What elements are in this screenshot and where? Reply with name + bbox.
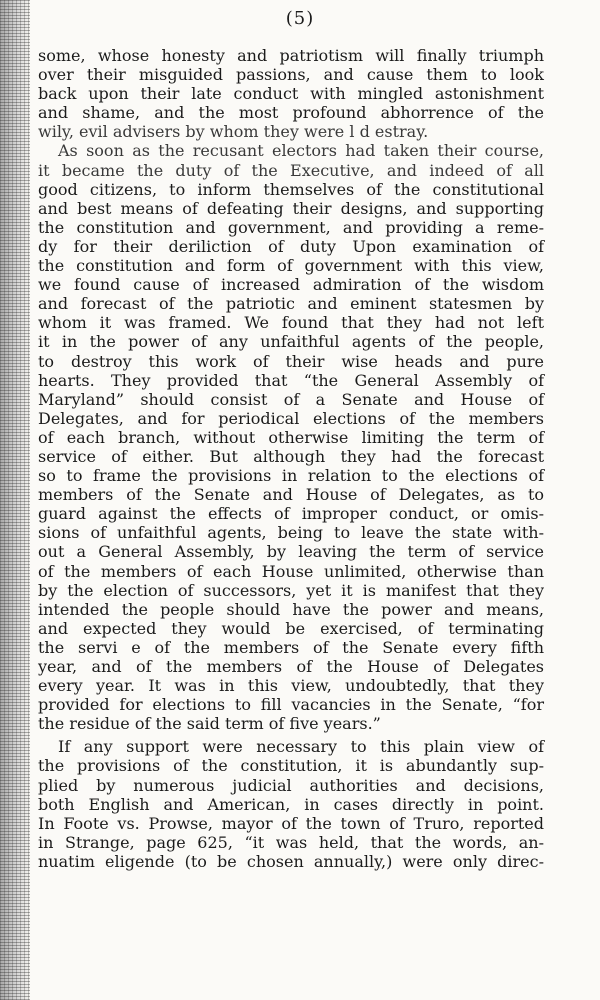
text-line: back upon their late conduct with mingled astonishment (38, 84, 544, 104)
text-line: in Strange, page 625, “it was held, that the words, an- (38, 832, 544, 852)
text-line: of each branch, without otherwise limiting the term of (38, 427, 544, 447)
text-line: so to frame the provisions in relation to the elections of (38, 466, 544, 486)
text-line: and expected they would be exercised, of terminating (38, 618, 544, 638)
page-body-text (38, 46, 544, 871)
text-line: we found cause of increased admiration of the wisdom (38, 275, 544, 295)
text-line: In Foote vs. Prowse, mayor of the town of Truro, reported (38, 813, 544, 833)
text-line: to destroy this work of their wise heads and pure (38, 351, 544, 371)
text-line: intended the people should have the power and means, (38, 599, 544, 619)
text-line: As soon as the recusant electors had taken their course, (58, 141, 544, 161)
text-line: good citizens, to inform themselves of the constitutional (38, 179, 544, 199)
text-line: both English and American, in cases directly in point. (38, 794, 544, 814)
text-line: it in the power of any unfaithful agents of the people, (38, 332, 544, 352)
page-number: (5) (285, 8, 315, 29)
text-line: the constitution and government, and providing a reme- (38, 217, 544, 237)
text-line: and forecast of the patriotic and eminent statesmen by (38, 294, 544, 314)
text-line: the provisions of the constitution, it is abundantly sup- (38, 756, 544, 776)
text-line: nuatim eligende (to be chosen annually,) were only direc- (38, 851, 544, 871)
text-line: the residue of the said term of five years.” (38, 714, 381, 734)
text-line: guard against the effects of improper conduct, or omis- (38, 504, 544, 524)
text-line: whom it was framed. We found that they had not left (38, 313, 544, 333)
text-line: the servi e of the members of the Senate every fifth (38, 637, 544, 657)
text-line: provided for elections to fill vacancies in the Senate, “for (38, 695, 544, 715)
page-binding-edge (0, 0, 30, 1000)
text-line: over their misguided passions, and cause them to look (38, 65, 544, 85)
text-line: of the members of each House unlimited, otherwise than (38, 561, 544, 581)
text-line: the constitution and form of government with this view, (38, 256, 544, 276)
text-line: If any support were necessary to this plain view of (58, 737, 544, 757)
text-line: it became the duty of the Executive, and indeed of all (38, 160, 544, 180)
text-line: service of either. But although they had the forecast (38, 446, 544, 466)
text-line: by the election of successors, yet it is manifest that they (38, 580, 544, 600)
text-line: and best means of defeating their designs, and supporting (38, 198, 544, 218)
text-line: some, whose honesty and patriotism will finally triumph (38, 46, 544, 65)
text-line: every year. It was in this view, undoubtedly, that they (38, 676, 544, 696)
text-line: dy for their deriliction of duty Upon examination of (38, 236, 544, 256)
text-line: Delegates, and for periodical elections of the members (38, 408, 544, 428)
text-line: out a General Assembly, by leaving the term of service (38, 542, 544, 562)
text-line: members of the Senate and House of Delegates, as to (38, 485, 544, 505)
text-line: hearts. They provided that “the General Assembly of (38, 370, 544, 390)
text-line: plied by numerous judicial authorities and decisions, (38, 775, 544, 795)
text-line: sions of unfaithful agents, being to leave the state with- (38, 523, 544, 543)
text-line: Maryland” should consist of a Senate and House of (38, 389, 544, 409)
text-line: and shame, and the most profound abhorrence of the (38, 103, 544, 123)
text-line: wily, evil advisers by whom they were l d estray. (38, 122, 429, 142)
text-line: year, and of the members of the House of Delegates (38, 657, 544, 676)
